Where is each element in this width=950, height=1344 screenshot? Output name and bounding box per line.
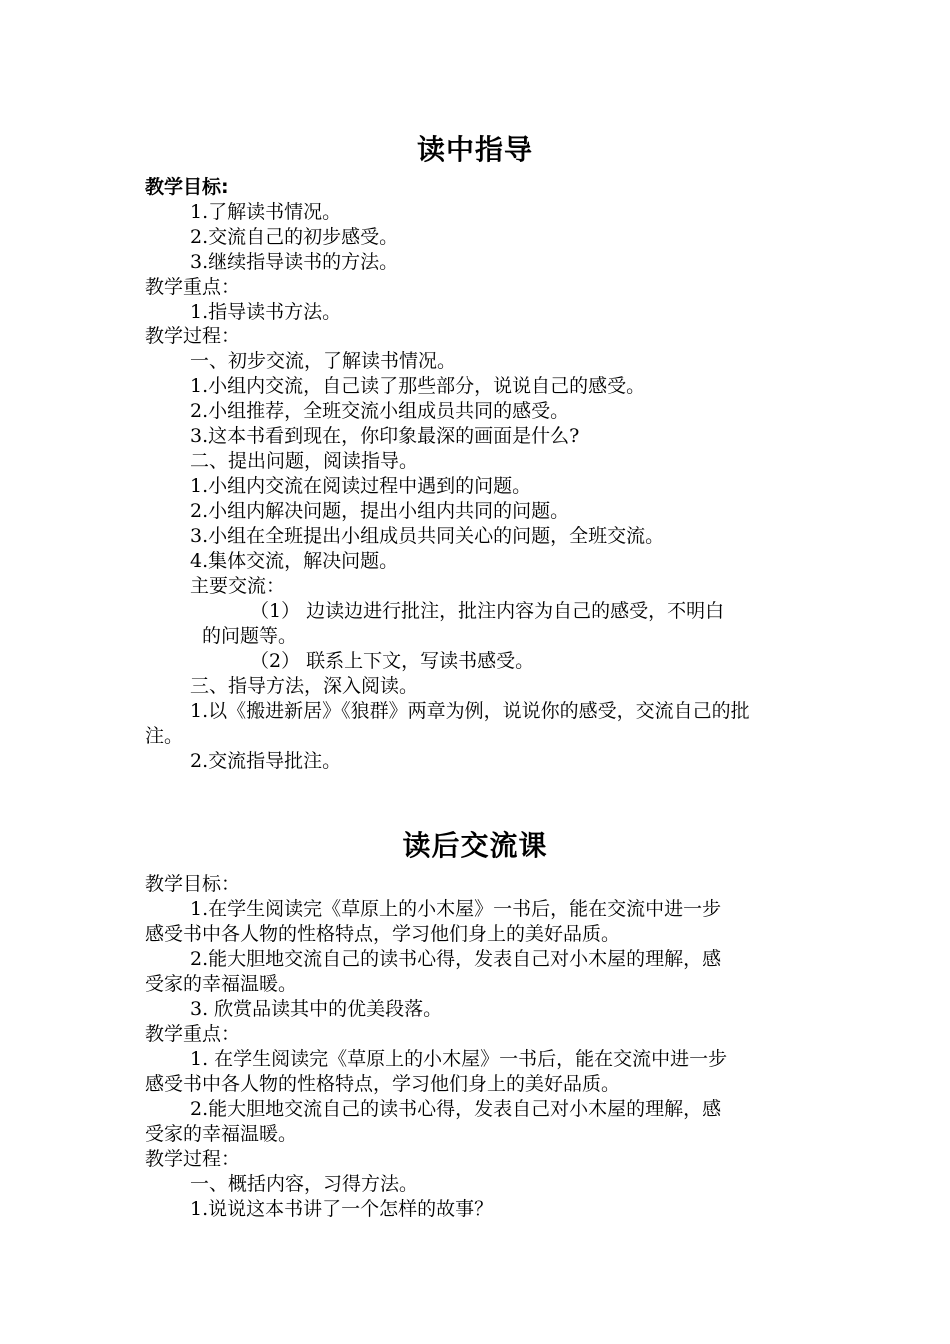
teaching-process-heading: 教学过程： <box>145 325 241 347</box>
process-item: 3.这本书看到现在，你印象最深的画面是什么? <box>190 425 580 447</box>
focus-item-1-cont: 感受书中各人物的性格特点，学习他们身上的美好品质。 <box>145 1073 621 1095</box>
focus-item-2-cont: 受家的幸福温暖。 <box>145 1123 298 1145</box>
process-item: 2.小组推荐，全班交流小组成员共同的感受。 <box>190 400 570 422</box>
process-step-2: 二、提出问题，阅读指导。 <box>190 450 419 472</box>
teaching-focus-heading: 教学重点： <box>145 276 241 298</box>
goal-item-1: 1.在学生阅读完《草原上的小木屋》一书后，能在交流中进一步 <box>190 898 722 920</box>
process-item: 2.交流指导批注。 <box>190 750 342 772</box>
main-exchange-heading: 主要交流： <box>190 575 286 597</box>
goal-item-3: 3. 欣赏品读其中的优美段落。 <box>190 998 443 1020</box>
goal-item-1: 1.了解读书情况。 <box>190 201 342 223</box>
goal-item-2-cont: 受家的幸福温暖。 <box>145 973 298 995</box>
goal-item-1-cont: 感受书中各人物的性格特点，学习他们身上的美好品质。 <box>145 923 621 945</box>
process-item-cont: 注。 <box>145 725 184 747</box>
process-item: 1.说说这本书讲了一个怎样的故事？ <box>190 1198 494 1220</box>
exchange-item-2: （2） 联系上下文，写读书感受。 <box>250 650 535 672</box>
process-item: 2.小组内解决问题，提出小组内共同的问题。 <box>190 500 570 522</box>
teaching-goals-heading: 教学目标： <box>145 873 241 895</box>
process-item: 1.以《搬进新居》《狼群》两章为例，说说你的感受，交流自己的批 <box>190 700 750 722</box>
process-item: 4.集体交流，解决问题。 <box>190 550 399 572</box>
process-step-1: 一、初步交流，了解读书情况。 <box>190 350 457 372</box>
process-step-3: 三、指导方法，深入阅读。 <box>190 675 419 697</box>
process-item: 1.小组内交流，自己读了那些部分，说说自己的感受。 <box>190 375 646 397</box>
goal-item-3: 3.继续指导读书的方法。 <box>190 251 399 273</box>
section2-title: 读后交流课 <box>402 829 548 862</box>
goal-item-2: 2.交流自己的初步感受。 <box>190 226 399 248</box>
focus-item-1: 1.指导读书方法。 <box>190 301 342 323</box>
process-item: 3.小组在全班提出小组成员共同关心的问题，全班交流。 <box>190 525 665 547</box>
focus-item-1: 1. 在学生阅读完《草原上的小木屋》一书后，能在交流中进一步 <box>190 1048 728 1070</box>
goal-item-2: 2.能大胆地交流自己的读书心得，发表自己对小木屋的理解，感 <box>190 948 722 970</box>
teaching-process-heading: 教学过程： <box>145 1148 241 1170</box>
exchange-item-1: （1） 边读边进行批注，批注内容为自己的感受，不明白 <box>250 600 725 622</box>
process-item: 1.小组内交流在阅读过程中遇到的问题。 <box>190 475 532 497</box>
teaching-goals-heading: 教学目标: <box>145 176 229 198</box>
teaching-focus-heading: 教学重点： <box>145 1023 241 1045</box>
section1-title: 读中指导 <box>416 133 533 166</box>
focus-item-2: 2.能大胆地交流自己的读书心得，发表自己对小木屋的理解，感 <box>190 1098 722 1120</box>
exchange-item-1-cont: 的问题等。 <box>202 625 298 647</box>
process-step-1: 一、概括内容，习得方法。 <box>190 1173 419 1195</box>
